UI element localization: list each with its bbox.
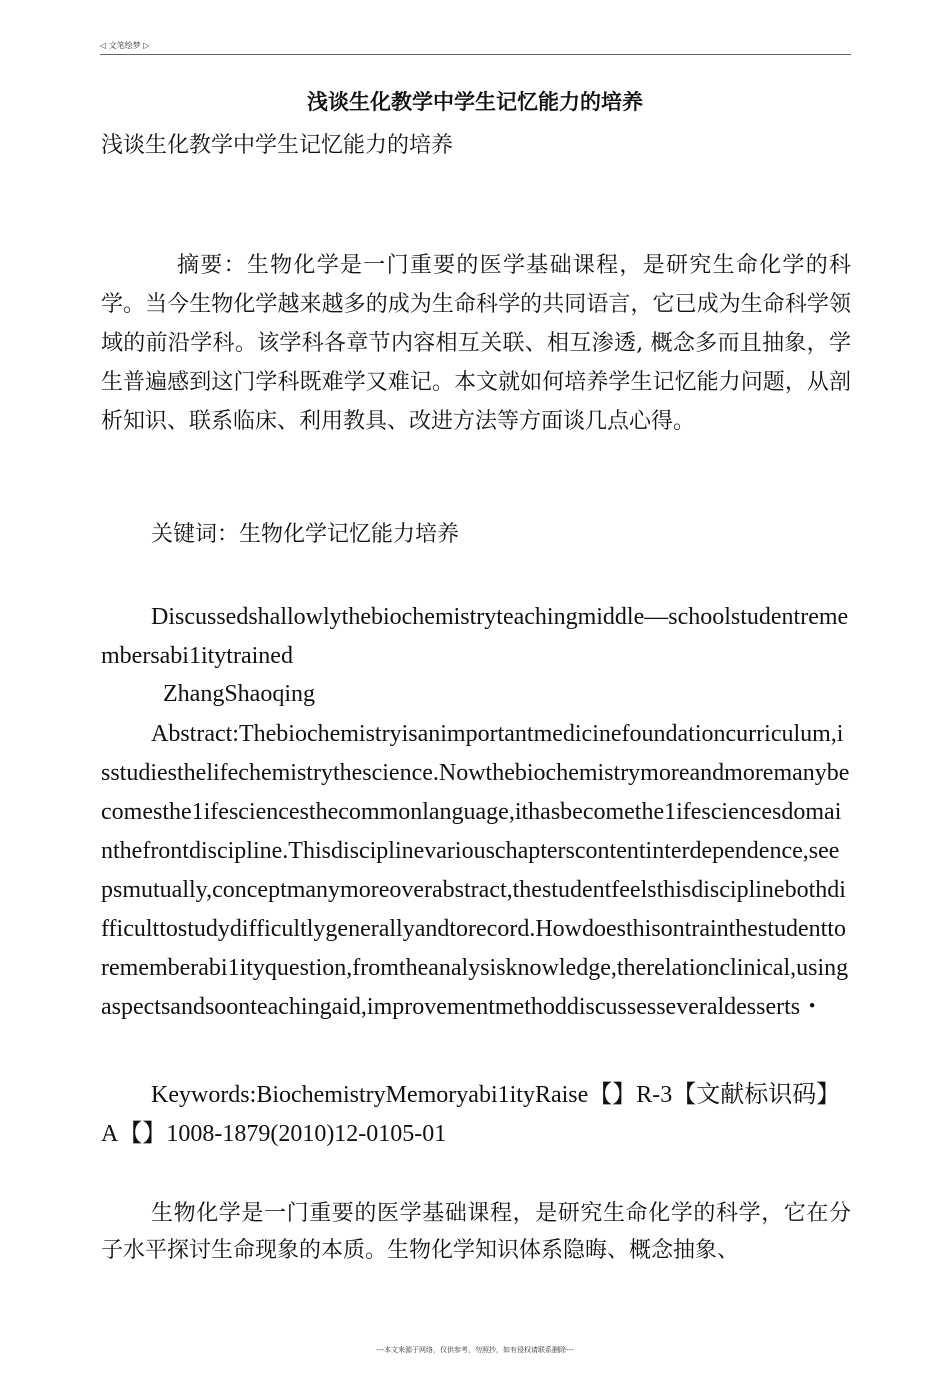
abstract-chinese: 摘要：生物化学是一门重要的医学基础课程，是研究生命化学的科学。当今生物化学越来越多的成为生命科学的共同语言，它已成为生命科学领域的前沿学科。该学科各章节内容相互关联、相互渗透, 概念多而且抽象，学生普遍感到这门学科既难学又难记。本文就如何培养学生记忆能力问题，从剖析知识、联系临床、利用教具、改进方法等方面谈几点心得。 bbox=[101, 253, 851, 434]
abstract-english: Abstract:Thebiochemistryisanimportantmedicinefoundationcurriculum,isstudiesthelifechemistrythescience.Nowthebiochemistrymoreandmoremanybecomesthe1ifesciencesthecommonlanguage,ithasbecomethe1ifesciencesdomainthefrontdiscipline.Thisdisciplinevariouschapterscontentinterdependence,seepsmutually,conceptmanymoreoverabstract,thestudentfeelsthisdisciplinebothdifficulttostudydifficultlygenerallyandtorecord.Howdoesthisontrainthestudenttorememberabi1ityquestion,fromtheanalysisknowledge,therelationclinical,usingaspectsandsoonteachingaid,improvementmethoddiscussesseveraldesserts・ bbox=[101, 721, 850, 1020]
keywords-english: Keywords:BiochemistryMemoryabi1ityRaise【】R-3【文献标识码】A【】1008-1879(2010)12-0105-01 bbox=[101, 1082, 841, 1147]
document-subtitle: 浅谈生化教学中学生记忆能力的培养 bbox=[101, 133, 454, 158]
body-paragraph: 生物化学是一门重要的医学基础课程，是研究生命化学的科学，它在分子水平探讨生命现象的本质。生物化学知识体系隐晦、概念抽象、 bbox=[101, 1201, 851, 1263]
page-footer: ---本文来源于网络，仅供参考，勿照抄，如有侵权请联系删除--- bbox=[376, 1346, 574, 1354]
page-header: ◁ 文笔绘梦 ▷ bbox=[100, 41, 150, 50]
keywords-chinese: 关键词：生物化学记忆能力培养 bbox=[151, 522, 460, 547]
english-title: Discussedshallowlythebiochemistryteachingmiddle—schoolstudentremembersabi1itytrained bbox=[101, 604, 849, 669]
document-title: 浅谈生化教学中学生记忆能力的培养 bbox=[307, 90, 643, 114]
english-author: ZhangShaoqing bbox=[163, 681, 315, 707]
header-divider bbox=[100, 54, 851, 55]
